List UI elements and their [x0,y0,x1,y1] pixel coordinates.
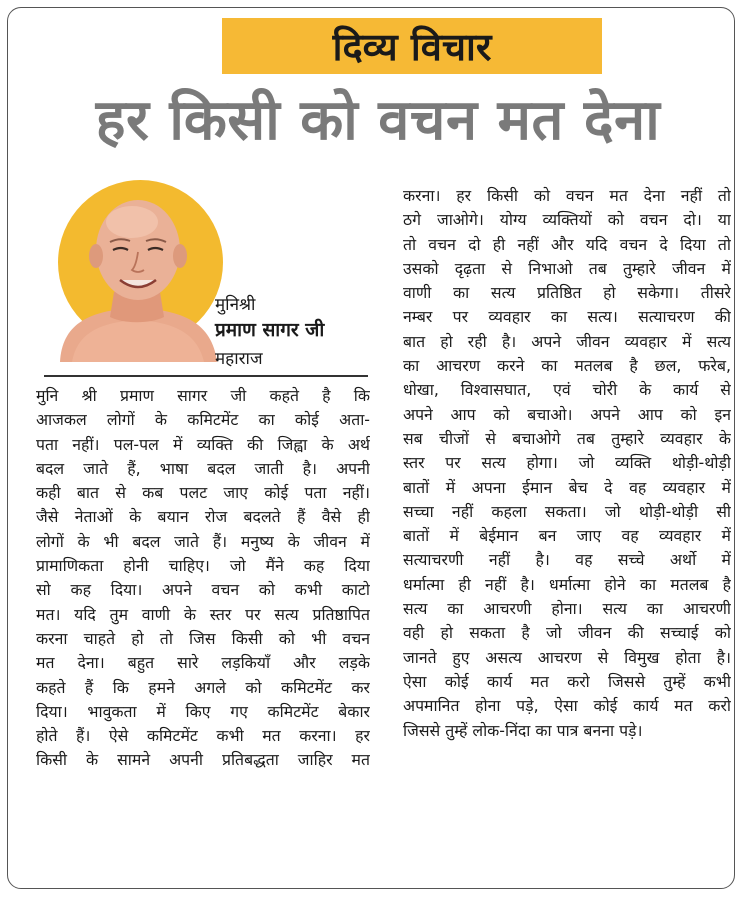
article-column-right [403,184,731,743]
section-banner-text: दिव्य विचार [332,25,492,69]
text-line: ऐसा कोई कार्य मत करो जिससे तुम्हें कभी [403,671,731,691]
text-line: अपमानित होना पड़े, ऐसा कोई कार्य मत करो [403,696,731,716]
author-name: प्रमाण सागर जी [215,319,325,341]
text-line: कहते हैं कि हमने अगले को कमिटमेंट कर [36,677,370,697]
text-line: कही बात से कब पलट जाए कोई पता नहीं। [36,483,370,503]
text-line: जानते हुए असत्य आचरण से विमुख होता है। [403,647,731,667]
headline: हर किसी को वचन मत देना [95,88,661,153]
text-line: मत देना। बहुत सारे लड़कियाँ और लड़के [36,653,370,673]
article-column-left [36,384,370,773]
article-frame [7,7,735,889]
section-banner [222,18,602,74]
text-line: तो वचन दो ही नहीं और यदि वचन दे दिया तो [403,234,731,254]
author-photo [52,182,222,362]
text-line: होते हैं। ऐसे कमिटमेंट कभी मत करना। हर [36,726,370,746]
text-line: बातों में बेईमान बन जाए वह व्यवहार में [403,526,731,546]
author-prefix: मुनिश्री [215,295,256,315]
author-block [48,180,368,370]
text-line: बदल जाते हैं, भाषा बदल जाती है। अपनी [36,458,370,478]
text-line: स्तर पर सत्य होगा। जो व्यक्ति थोड़ी-थोड़ी [403,453,731,473]
text-line: सत्याचरणी नहीं है। वह सच्चे अर्थो में [403,550,731,570]
text-line: आजकल लोगों के कमिटमेंट का कोई अता- [36,410,370,430]
author-suffix: महाराज [215,349,263,369]
text-line: वाणी का सत्य प्रतिष्ठित हो सकेगा। तीसरे [403,283,731,303]
text-line: करना। हर किसी को वचन मत देना नहीं तो [403,186,731,205]
text-line: दिया। भावुकता में किए गए कमिटमेंट बेकार [36,701,370,721]
text-line: उसको दृढ़ता से निभाओ तब तुम्हारे जीवन में [403,258,731,278]
text-line: जिससे तुम्हें लोक-निंदा का पात्र बनना पड़े। [403,720,643,740]
text-line: धर्मात्मा ही नहीं है। धर्मात्मा होने का मतलब है [403,574,731,594]
text-line: बात हो रही है। अपने जीवन व्यवहार में सत्य [403,331,731,351]
text-line: का आचरण करने का मतलब है छल, फरेब, [403,356,731,376]
text-line: किसी के सामने अपनी प्रतिबद्धता जाहिर मत [36,750,370,770]
text-line: नम्बर पर व्यवहार का सत्य। सत्याचरण की [403,307,731,327]
text-line: जैसे नेताओं के बयान रोज बदलते हैं वैसे ही [36,507,370,527]
text-line: धोखा, विश्वासघात, एवं चोरी के कार्य से [403,380,731,400]
text-line: सत्य का आचरणी होना। सत्य का आचरणी [403,599,731,619]
text-line: मुनि श्री प्रमाण सागर जी कहते है कि [36,386,370,405]
author-divider [44,375,368,377]
text-line: ठगे जाओगे। योग्य व्यक्तियों को वचन दो। या [403,210,731,230]
text-line: सो कह दिया। अपने वचन को कभी काटो [36,580,370,600]
text-line: प्रामाणिकता होनी चाहिए। जो मैंने कह दिया [36,556,370,576]
text-line: सच्चा नहीं कहला सकता। जो थोड़ी-थोड़ी सी [403,501,731,521]
text-line: बातों में अपना ईमान बेच दे वह व्यवहार में [403,477,731,497]
text-line: लोगों के भी बदल जाते हैं। मनुष्य के जीवन में [36,531,370,551]
text-line: मत। यदि तुम वाणी के स्तर पर सत्य प्रतिष्ठापित [36,604,370,624]
text-line: सब चीजों से बचाओगे तब तुम्हारे व्यवहार के [403,428,731,448]
text-line: अपने आप को बचाओ। अपने आप को इन [403,404,731,424]
text-line: करना चाहते हो तो जिस किसी को भी वचन [36,628,370,648]
text-line: वही हो सकता है जो जीवन की सच्चाई को [403,623,731,643]
text-line: पता नहीं। पल-पल में व्यक्ति की जिह्वा के अर्थ [36,434,370,454]
